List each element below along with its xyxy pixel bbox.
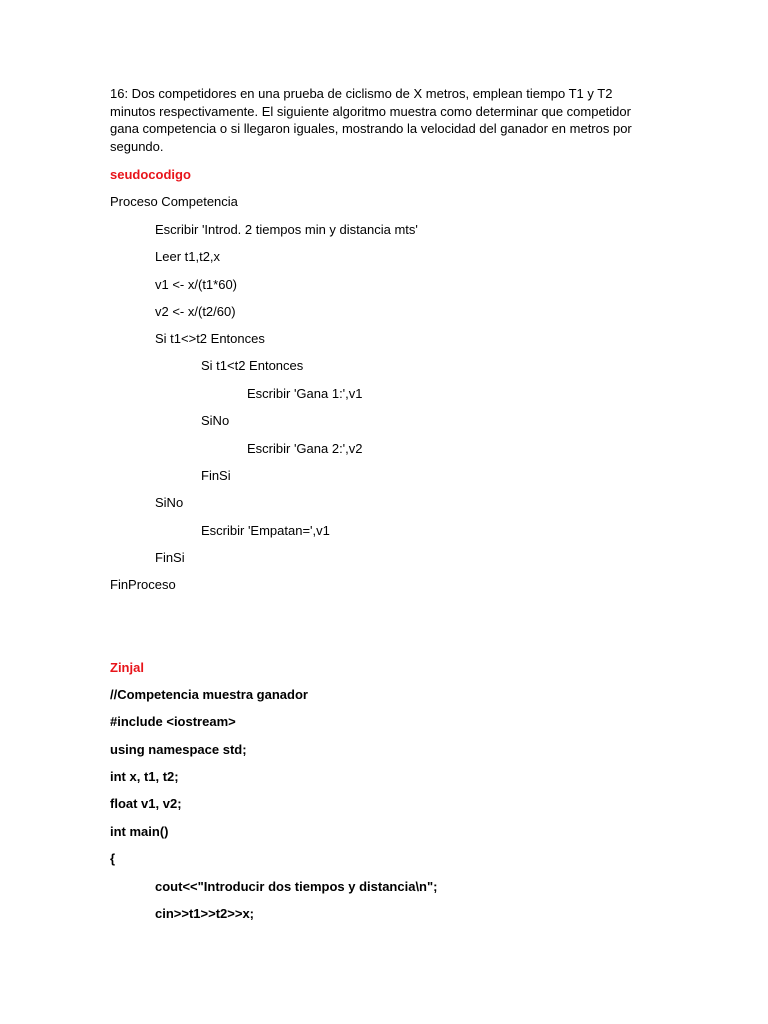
pseudocode-line: Si t1<>t2 Entonces: [155, 331, 265, 346]
pseudocode-line: Escribir 'Gana 2:',v2: [247, 441, 363, 456]
pseudocode-line: FinSi: [201, 468, 231, 483]
pseudocode-line: Leer t1,t2,x: [155, 249, 221, 264]
pseudocode-line: Escribir 'Empatan=',v1: [201, 523, 330, 538]
pseudocode-heading: seudocodigo: [110, 167, 191, 182]
code-line: using namespace std;: [110, 742, 247, 757]
code-line: int x, t1, t2;: [110, 769, 179, 784]
problem-statement: 16: Dos competidores en una prueba de ciclismo de X metros, emplean tiempo T1 y T2 minutos respectivamente. El siguiente algoritmo muestra como determinar que competidor gana competencia o si llegaron iguales, mostrando la velocidad del ganador en metros por segundo.: [110, 86, 632, 154]
code-line: int main(): [110, 824, 169, 839]
pseudocode-line: Proceso Competencia: [110, 194, 238, 209]
code-line: {: [110, 851, 116, 866]
pseudocode-line: v1 <- x/(t1*60): [155, 277, 238, 292]
code-line: //Competencia muestra ganador: [110, 687, 308, 702]
zinjal-heading: Zinjal: [110, 660, 144, 675]
code-line: cin>>t1>>t2>>x;: [155, 906, 255, 921]
code-line: #include <iostream>: [110, 714, 236, 729]
pseudocode-line: FinProceso: [110, 577, 176, 592]
pseudocode-line: SiNo: [201, 413, 230, 428]
pseudocode-line: Escribir 'Introd. 2 tiempos min y distancia mts': [155, 222, 418, 237]
pseudocode-line: SiNo: [155, 495, 184, 510]
pseudocode-line: Si t1<t2 Entonces: [201, 358, 304, 373]
code-line: cout<<"Introducir dos tiempos y distancia\n";: [155, 879, 438, 894]
pseudocode-line: FinSi: [155, 550, 185, 565]
pseudocode-line: Escribir 'Gana 1:',v1: [247, 386, 363, 401]
code-line: float v1, v2;: [110, 796, 182, 811]
pseudocode-line: v2 <- x/(t2/60): [155, 304, 236, 319]
